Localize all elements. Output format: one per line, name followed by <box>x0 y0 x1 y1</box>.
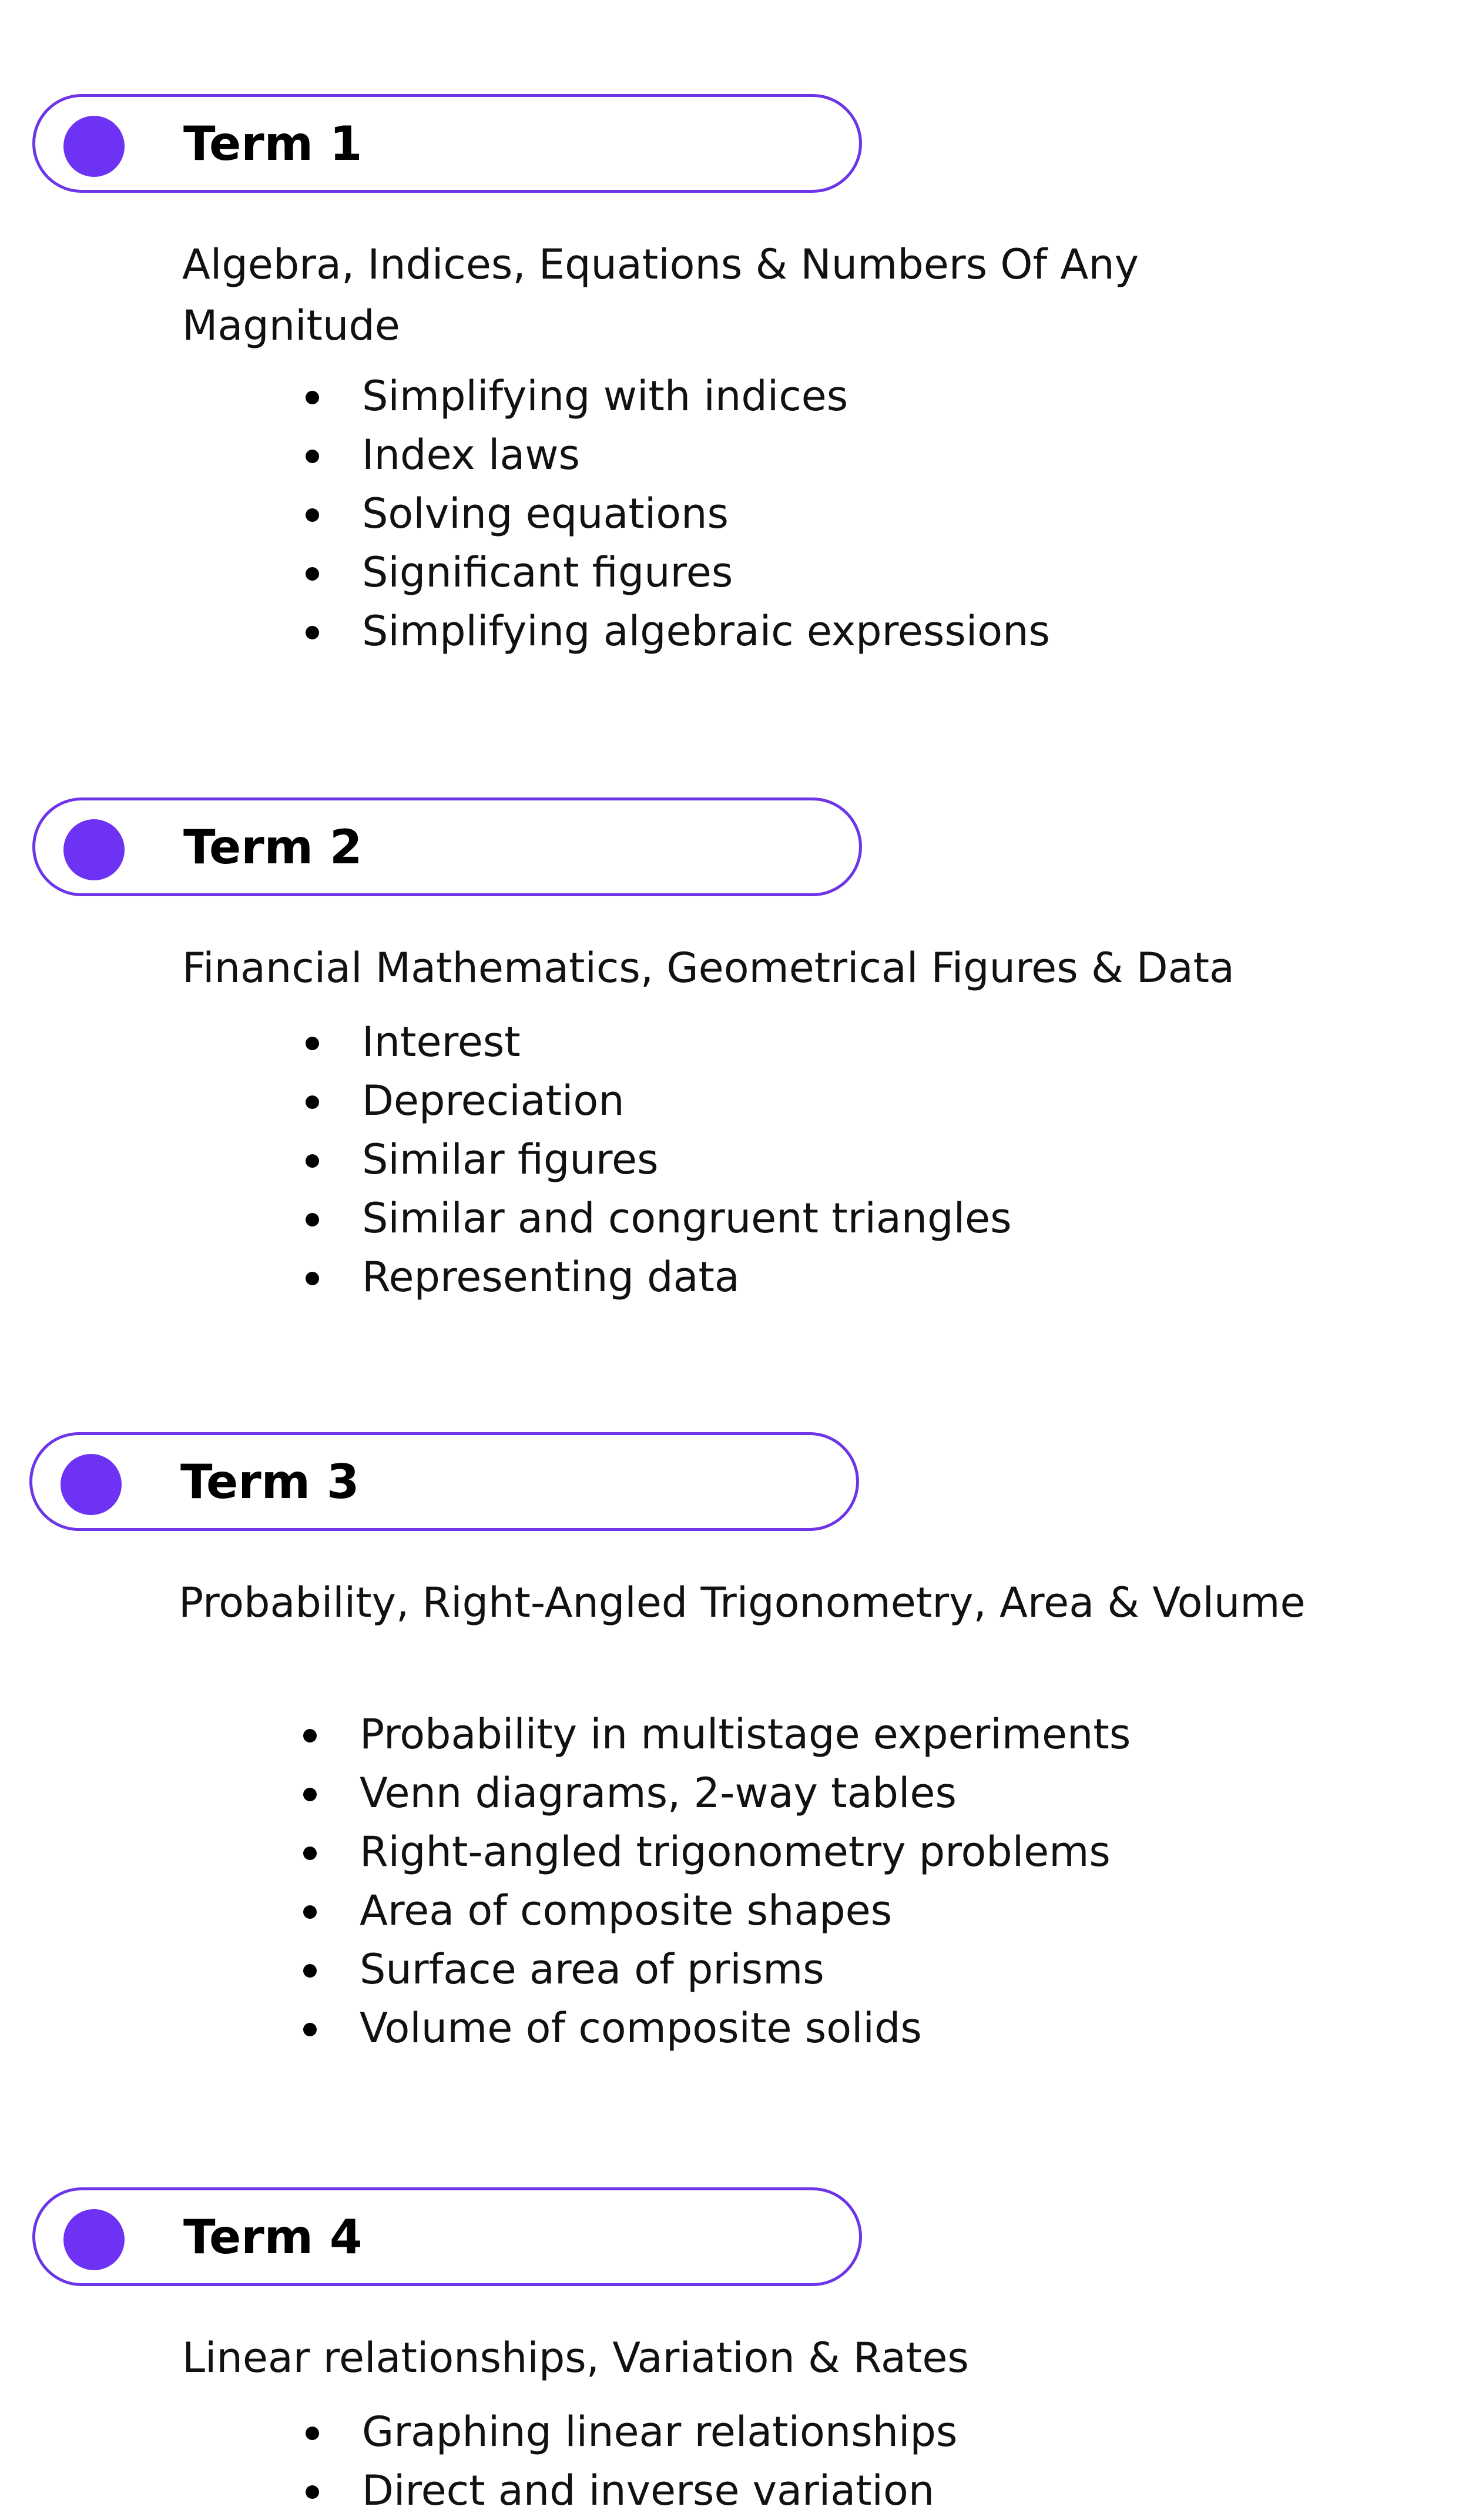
purple-dot-icon <box>61 1454 122 1515</box>
term-1-header <box>32 94 862 193</box>
bullet-icon <box>306 2427 319 2440</box>
list-item <box>297 1881 1131 1940</box>
topic-label: Volume of composite solids <box>360 2004 922 2052</box>
term-1-subtitle: Algebra, Indices, Equations & Numbers Of Any Magnitude <box>182 240 1139 350</box>
topic-label: Surface area of prisms <box>360 1945 824 1993</box>
topic-label: Solving equations <box>362 490 729 538</box>
bullet-icon <box>306 1095 319 1109</box>
list-item <box>300 1013 1012 1071</box>
list-item <box>300 2461 957 2520</box>
topic-label: Similar figures <box>362 1135 659 1184</box>
topic-label: Simplifying with indices <box>362 372 848 420</box>
bullet-icon <box>303 1905 317 1919</box>
topic-label: Area of composite shapes <box>360 1886 893 1935</box>
term-3-header <box>29 1432 859 1531</box>
topic-label: Interest <box>362 1018 521 1066</box>
bullet-icon <box>303 1847 317 1860</box>
list-item <box>300 602 1050 661</box>
bullet-icon <box>303 1729 317 1742</box>
term-3-topic-list <box>297 1705 1131 2057</box>
list-item <box>300 425 1050 484</box>
bullet-icon <box>306 626 319 639</box>
term-1-title: Term 1 <box>183 116 363 171</box>
bullet-icon <box>306 508 319 522</box>
topic-label: Similar and congruent triangles <box>362 1194 1012 1242</box>
term-3-subtitle: Probability, Right-Angled Trigonometry, Area & Volume <box>179 1579 1306 1627</box>
term-4-subtitle: Linear relationships, Variation & Rates <box>182 2334 969 2382</box>
term-2-header <box>32 797 862 896</box>
topic-label: Depreciation <box>362 1077 625 1125</box>
term-4-header <box>32 2187 862 2286</box>
bullet-icon <box>306 1213 319 1227</box>
term-2-subtitle: Financial Mathematics, Geometrical Figures & Data <box>182 944 1235 992</box>
term-2-title: Term 2 <box>183 820 363 874</box>
purple-dot-icon <box>63 2209 125 2270</box>
bullet-icon <box>306 2485 319 2499</box>
list-item <box>297 1764 1131 1822</box>
term-4-topic-list <box>300 2402 957 2520</box>
list-item <box>300 1130 1012 1189</box>
list-item <box>300 1248 1012 1306</box>
topic-label: Index laws <box>362 431 581 479</box>
topic-label: Representing data <box>362 1253 740 1301</box>
purple-dot-icon <box>63 116 125 177</box>
topic-label: Significant figures <box>362 548 733 597</box>
list-item <box>297 1999 1131 2057</box>
list-item <box>300 2402 957 2461</box>
bullet-icon <box>306 391 319 404</box>
bullet-icon <box>303 1964 317 1978</box>
list-item <box>300 1189 1012 1248</box>
topic-label: Graphing linear relationships <box>362 2408 958 2456</box>
list-item <box>297 1705 1131 1764</box>
bullet-icon <box>303 2023 317 2036</box>
list-item <box>297 1940 1131 1999</box>
topic-label: Direct and inverse variation <box>362 2467 935 2515</box>
bullet-icon <box>306 1272 319 1285</box>
term-1-topic-list <box>300 367 1050 661</box>
term-4-title: Term 4 <box>183 2210 363 2264</box>
list-item <box>300 543 1050 602</box>
list-item <box>300 367 1050 425</box>
term-2-topic-list <box>300 1013 1012 1306</box>
bullet-icon <box>303 1788 317 1801</box>
term-3-title: Term 3 <box>180 1455 360 1509</box>
list-item <box>300 484 1050 543</box>
bullet-icon <box>306 567 319 581</box>
purple-dot-icon <box>63 819 125 880</box>
bullet-icon <box>306 1154 319 1168</box>
bullet-icon <box>306 450 319 463</box>
topic-label: Simplifying algebraic expressions <box>362 607 1050 655</box>
list-item <box>297 1822 1131 1881</box>
list-item <box>300 1071 1012 1130</box>
topic-label: Probability in multistage experiments <box>360 1710 1131 1758</box>
topic-label: Right-angled trigonometry problems <box>360 1828 1111 1876</box>
bullet-icon <box>306 1037 319 1050</box>
topic-label: Venn diagrams, 2-way tables <box>360 1769 957 1817</box>
